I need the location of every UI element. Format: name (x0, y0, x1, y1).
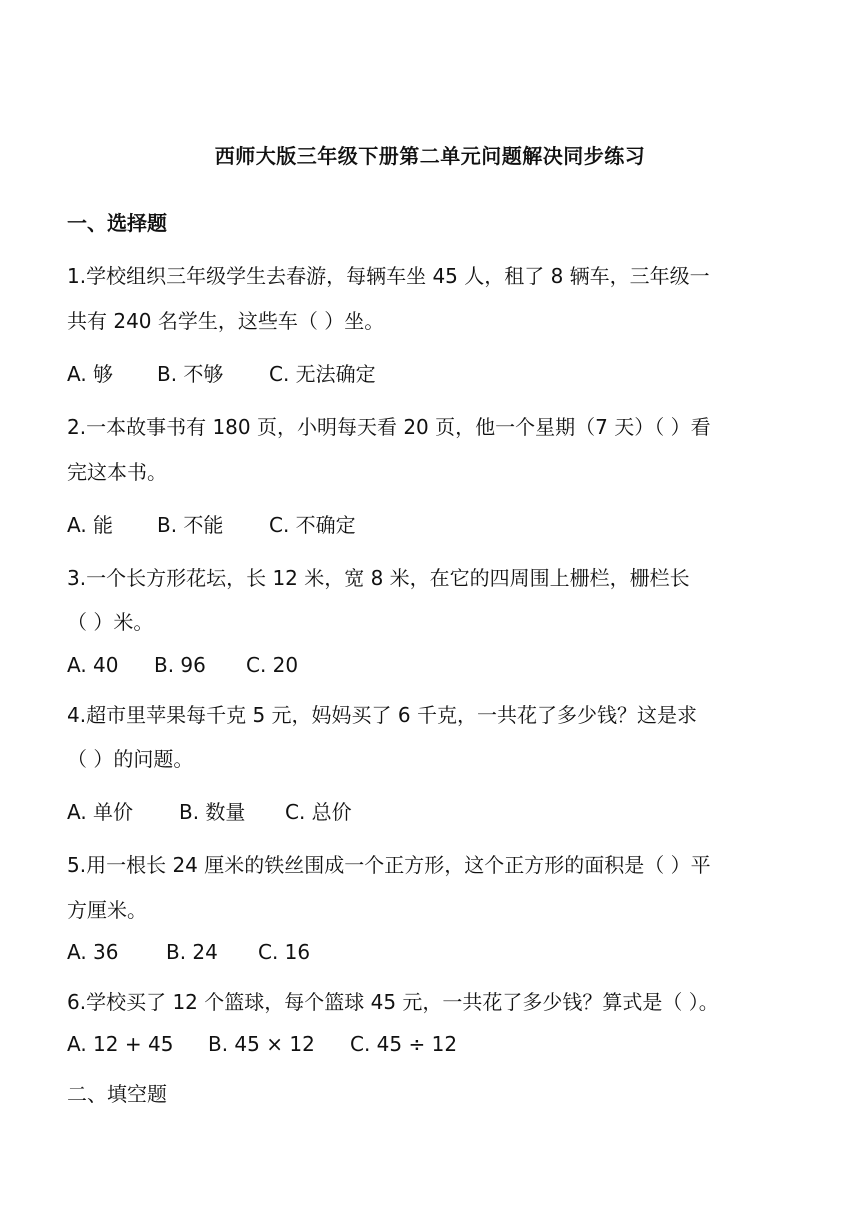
question-6-option-a: A. 12 + 45 (67, 1032, 174, 1056)
question-3-line-2: （ ）米。 (67, 610, 154, 634)
question-3-option-c: C. 20 (246, 653, 299, 677)
question-4-options (67, 796, 352, 825)
question-1-options (67, 358, 376, 387)
question-6-option-b: B. 45 × 12 (208, 1032, 315, 1056)
question-6-line-1: 6.学校买了 12 个篮球，每个篮球 45 元，一共花了多少钱？算式是（ ）。 (67, 990, 719, 1014)
question-1-option-a: A. 够 (67, 362, 114, 386)
document-title: 西师大版三年级下册第二单元问题解决同步练习 (214, 144, 646, 168)
question-2-option-a: A. 能 (67, 513, 114, 537)
question-4-line-1: 4.超市里苹果每千克 5 元，妈妈买了 6 千克，一共花了多少钱？这是求 (67, 703, 697, 727)
section-heading-fill-in: 二、填空题 (67, 1082, 167, 1106)
question-4-line-2: （ ）的问题。 (67, 747, 194, 771)
question-5-line-1: 5.用一根长 24 厘米的铁丝围成一个正方形，这个正方形的面积是（ ）平 (67, 853, 711, 877)
question-4-option-a: A. 单价 (67, 800, 134, 824)
question-6-option-c: C. 45 ÷ 12 (350, 1032, 458, 1056)
question-2-line-2: 完这本书。 (67, 460, 167, 484)
question-1-option-b: B. 不够 (157, 362, 224, 386)
question-5-option-c: C. 16 (258, 940, 311, 964)
question-5-option-a: A. 36 (67, 940, 119, 964)
question-3-option-b: B. 96 (154, 653, 206, 677)
question-1-option-c: C. 无法确定 (269, 362, 376, 386)
question-3-line-1: 3.一个长方形花坛，长 12 米，宽 8 米，在它的四周围上栅栏，栅栏长 (67, 566, 690, 590)
section-heading-choice: 一、选择题 (67, 211, 167, 235)
question-2-option-c: C. 不确定 (269, 513, 356, 537)
question-3-option-a: A. 40 (67, 653, 119, 677)
question-4-option-b: B. 数量 (179, 800, 246, 824)
question-6-options (67, 1032, 457, 1056)
question-2-line-1: 2.一本故事书有 180 页，小明每天看 20 页，他一个星期（7 天）（ ）看 (67, 415, 711, 439)
question-2-option-b: B. 不能 (157, 513, 224, 537)
question-1-line-2: 共有 240 名学生，这些车（ ）坐。 (67, 309, 385, 333)
question-3-options (67, 653, 298, 677)
question-5-options (67, 940, 310, 964)
question-4-option-c: C. 总价 (285, 800, 352, 824)
question-1-line-1: 1.学校组织三年级学生去春游，每辆车坐 45 人，租了 8 辆车，三年级一 (67, 264, 710, 288)
question-5-option-b: B. 24 (166, 940, 218, 964)
question-2-options (67, 509, 356, 538)
question-5-line-2: 方厘米。 (67, 898, 147, 922)
